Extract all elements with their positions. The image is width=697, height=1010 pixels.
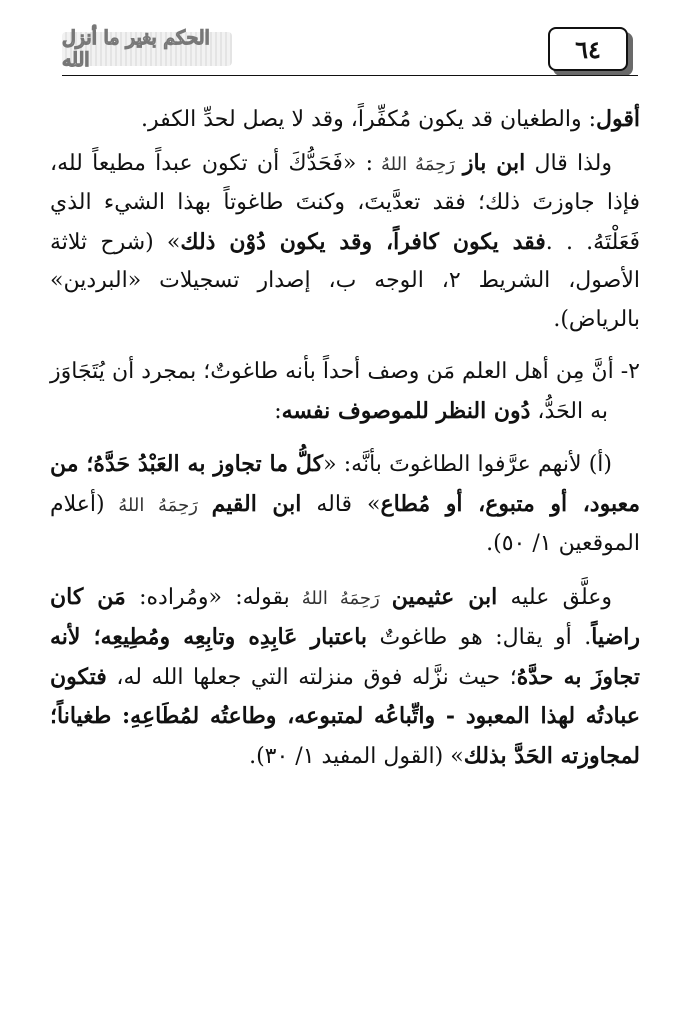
page-number: ٦٤ — [575, 34, 601, 64]
honorific-glyph: رَحِمَهُ اللهُ — [289, 587, 392, 609]
p5-text-3: . أو يقال: هو طاغوتٌ — [367, 625, 592, 650]
p1-text: : والطغيان قد يكون مُكفِّراً، وقد لا يصل لحدِّ الكفر. — [141, 107, 597, 132]
paragraph-3 — [50, 353, 640, 431]
page-body — [50, 100, 640, 776]
p5-text-1: وعلَّق عليه — [497, 584, 612, 610]
p4-bold-definition: كلُّ ما تجاوز به العَبْدُ حَدَّهُ؛ من معبود، أو متبوع، أو مُطاع — [50, 451, 641, 517]
p5-bold-3: فتكون عبادتُه لهذا المعبود - واتِّباعُه لمتبوعه، وطاعتُه لمُطَاعِهِ: طغياناً؛ لمجاوزته الحَدَّ بذلك — [50, 663, 640, 769]
honorific-glyph: رَحِمَهُ اللهُ — [104, 494, 212, 516]
p5-bold-2: باعتبار عَابِدِه وتابِعِه ومُطِيعِه؛ لأنه تجاوزَ به حدَّهُ — [50, 624, 640, 690]
p2-text-3: » (شرح ثلاثة الأصول، الشريط ٢، الوجه ب، إصدار تسجيلات «البردين» بالرياض). — [50, 229, 640, 332]
p4-text-1: (أ) لأنهم عرَّفوا الطاغوتَ بأنَّه: « — [323, 452, 613, 477]
book-title-banner — [62, 27, 232, 71]
p5-text-4: ؛ حيث نزَّله فوق منزلته التي جعلها الله له، — [106, 664, 517, 690]
book-title: الحكم بغير ما أنزل الله — [62, 27, 210, 71]
p3-bold: دُون النظر للموصوف نفسه — [281, 397, 531, 424]
paragraph-4 — [50, 445, 640, 564]
paragraph-1 — [50, 100, 640, 140]
paragraph-5 — [50, 578, 640, 777]
honorific-glyph: رَحِمَهُ اللهُ — [372, 153, 463, 175]
p5-text-2: بقوله: «ومُراده: — [125, 584, 290, 610]
p2-bold-quote: فقد يكون كافراً، وقد يكون دُوْن ذلك — [180, 228, 546, 255]
p5-text-5: » (القول المفيد ١/ ٣٠). — [249, 743, 464, 769]
p3-text-2: : — [274, 398, 282, 424]
p2-text-1: ولذا قال — [525, 150, 612, 176]
label-aqul: أقول — [596, 106, 640, 132]
header-divider — [62, 75, 638, 76]
p4-text-3: (أعلام الموقعين ١/ ٥٠). — [50, 491, 640, 556]
scholar-name-ibn-baz: ابن باز — [462, 149, 526, 176]
p4-text-2: » قاله — [301, 491, 381, 517]
p2-text-2: : «فَحَدُّكَ أن تكون عبداً مطيعاً لله، فإذا جاوزتَ ذلك؛ فقد تعدَّيتَ، وكنتَ طاغوتاً بهذا الشيء الذي فَعَلْتَهُ. . . — [50, 150, 640, 255]
scholar-name-ibn-uthaymin: ابن عثيمين — [391, 583, 498, 610]
p5-bold-1: مَن كان راضياً — [50, 583, 640, 650]
p3-text-1: ٢- أنَّ مِن أهل العلم مَن وصف أحداً بأنه طاغوتٌ؛ بمجرد أن يُتَجَاوَز به الحَدُّ، — [50, 359, 640, 424]
page-number-box — [548, 27, 628, 71]
scholar-name-ibn-alqayyim: ابن القيم — [211, 490, 302, 517]
page-header — [0, 0, 697, 90]
paragraph-2 — [50, 144, 640, 340]
